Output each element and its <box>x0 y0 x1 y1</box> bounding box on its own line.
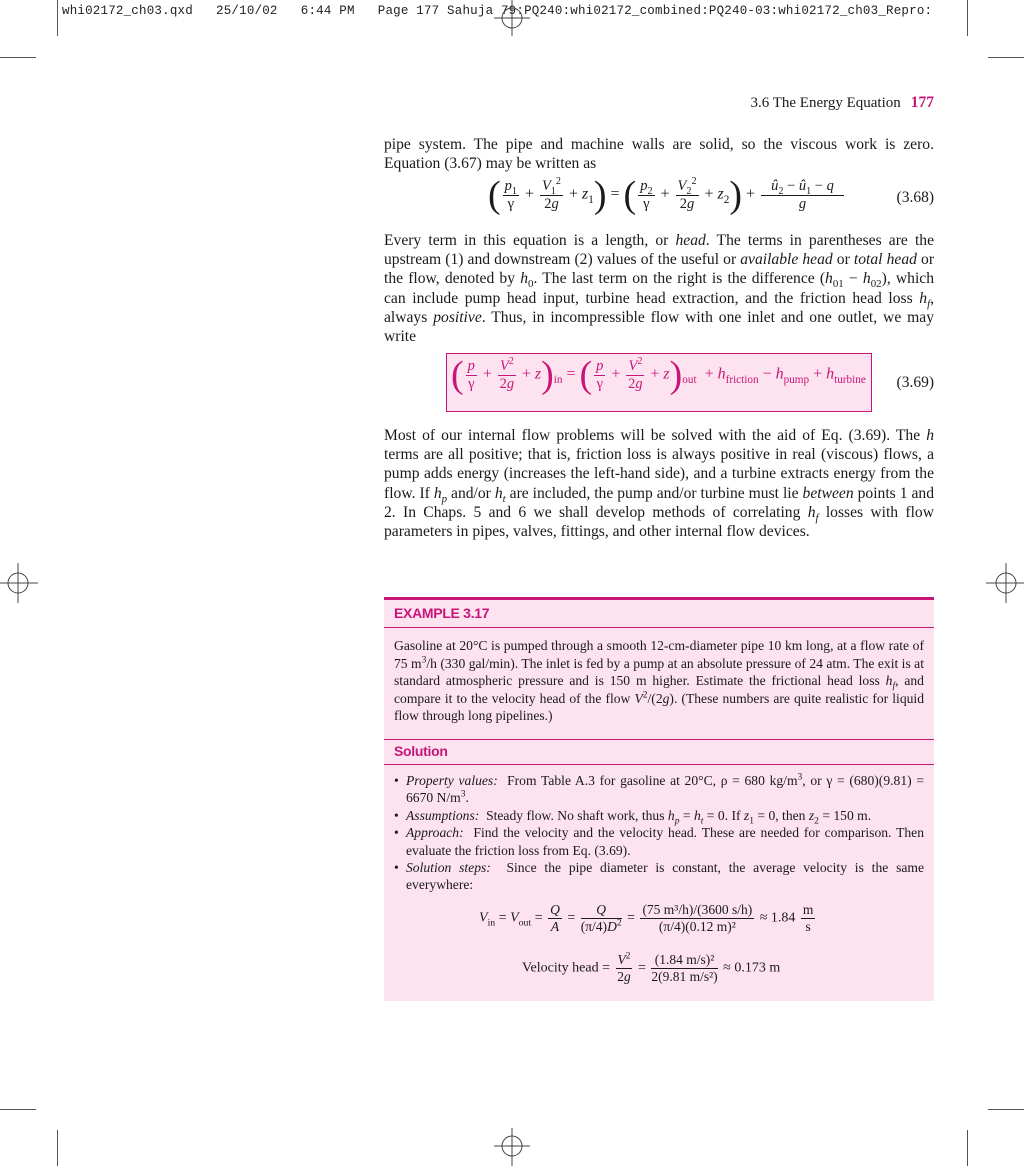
velocity-equation: $V_{in} = V_{out}$ = $\frac{Q}{A}$ = $\frac{Q}{(\pi/4)D^2}$ = $\frac{\text{(75 m³/h)/(3600 s/h)}}{\text{(π/4)(0.12 m)²}}$ ≈ 1.84 $\frac{m}{s}$ <box>479 902 814 934</box>
example-problem: Gasoline at 20°C is pumped through a smooth 12-cm-diameter pipe 10 km long, at a flow rate of 75 $m^3/h$ (330 gal/min). The inlet is fed by a pump at an absolute pressure of 24 atm. The exit is at standard atmospheric pressure and is 150 m higher. Estimate the frictional head loss $h_f$, and compare it to the velocity head of the flow $V^2/(2g)$. (These numbers are quite realistic for liquid flow through long pipelines.) <box>394 638 924 724</box>
crop-mark <box>0 57 36 58</box>
example-box <box>384 597 934 1001</box>
crop-mark <box>0 1109 36 1110</box>
solution-title: Solution <box>394 743 448 759</box>
velocity-head-equation: Velocity head = $\frac{V^2}{2g}$ = $\frac{\text{(1.84 m/s)²}}{\text{2(9.81 m/s²)}}$ ≈ 0.173 m <box>522 951 781 984</box>
crop-mark <box>967 1130 968 1166</box>
example-title: EXAMPLE 3.17 <box>394 605 490 621</box>
crop-mark <box>967 0 968 36</box>
page-number: 177 <box>910 94 934 111</box>
crop-mark <box>57 0 58 36</box>
registration-mark-icon <box>492 0 532 36</box>
registration-mark-icon <box>492 1128 532 1166</box>
divider <box>384 739 934 740</box>
solution-list <box>394 772 924 894</box>
equation-3-69-box: ( $\frac{p}{\gamma}$ + $\frac{V^2}{2g}$ + $z)_{in}$ = ( $\frac{p}{\gamma}$ + $\frac{V^2}{2g}$ + $z)_{out} + h_{friction} - h_{pump} + h_{turbine}$ <box>446 353 872 412</box>
crop-mark <box>988 1109 1024 1110</box>
paragraph-2: Every term in this equation is a length, or head. The terms in parentheses are the upstream (1) and downstream (2) values of the useful or available head or total head or the flow, denoted by $h_0$. The last term on the right is the difference $(h_{01} - h_{02})$, which can include pump head input, turbine head extraction, and the friction head loss $h_f$, always positive. Thus, in incompressible flow with one inlet and one outlet, we may write <box>384 232 935 346</box>
running-head <box>751 94 935 112</box>
crop-mark <box>57 1130 58 1166</box>
divider <box>384 627 934 628</box>
slug-line: whi02172_ch03.qxd 25/10/02 6:44 PM Page 177 Sahuja 79:PQ240:whi02172_combined:PQ240-03:whi02172_ch03_Repro: <box>62 4 933 18</box>
section-title: 3.6 The Energy Equation <box>750 95 901 111</box>
equation-3-68: ( $\frac{p_1}{\gamma}$ + $\frac{V_1^2}{2g}$ + $z_1$) = ( $\frac{p_2}{\gamma}$ + $\frac{V_2^2}{2g}$ + $z_2$) + $\frac{û_2 - û_1 - q}{g}$ (3.68) <box>488 174 934 216</box>
crop-mark <box>988 57 1024 58</box>
list-item: • Property values: From Table A.3 for gasoline at 20°C, ρ = 680 $kg/m^3$, or γ = (680)(9.81) = 6670 $N/m^3$. <box>394 772 924 807</box>
paragraph-1: pipe system. The pipe and machine walls are solid, so the viscous work is zero. Equation (3.67) may be written as <box>384 136 934 173</box>
registration-mark-icon <box>984 563 1024 603</box>
divider <box>384 764 934 765</box>
example-top-rule <box>384 597 934 600</box>
equation-number: (3.68) <box>896 189 934 206</box>
list-item: • Assumptions: Steady flow. No shaft work, thus $h_p = h_t = 0$. If $z_1 = 0$, then $z_2 = 150$ m. <box>394 807 924 824</box>
registration-mark-icon <box>0 563 40 603</box>
list-item: • Solution steps: Since the pipe diameter is constant, the average velocity is the same everywhere: <box>394 859 924 894</box>
paragraph-3: Most of our internal flow problems will be solved with the aid of Eq. (3.69). The h terms are all positive; that is, friction loss is always positive in real (viscous) flows, a pump adds energy (increases the left-hand side), and a turbine extracts energy from the flow. If $h_p$ and/or $h_t$ are included, the pump and/or turbine must lie between points 1 and 2. In Chaps. 5 and 6 we shall develop methods of correlating $h_f$ losses with flow parameters in pipes, valves, fittings, and other internal flow devices. <box>384 427 934 541</box>
equation-3-69-number: (3.69) <box>896 374 934 391</box>
list-item: • Approach: Find the velocity and the velocity head. These are needed for comparison. Then evaluate the friction loss from Eq. (3.69). <box>394 824 924 859</box>
